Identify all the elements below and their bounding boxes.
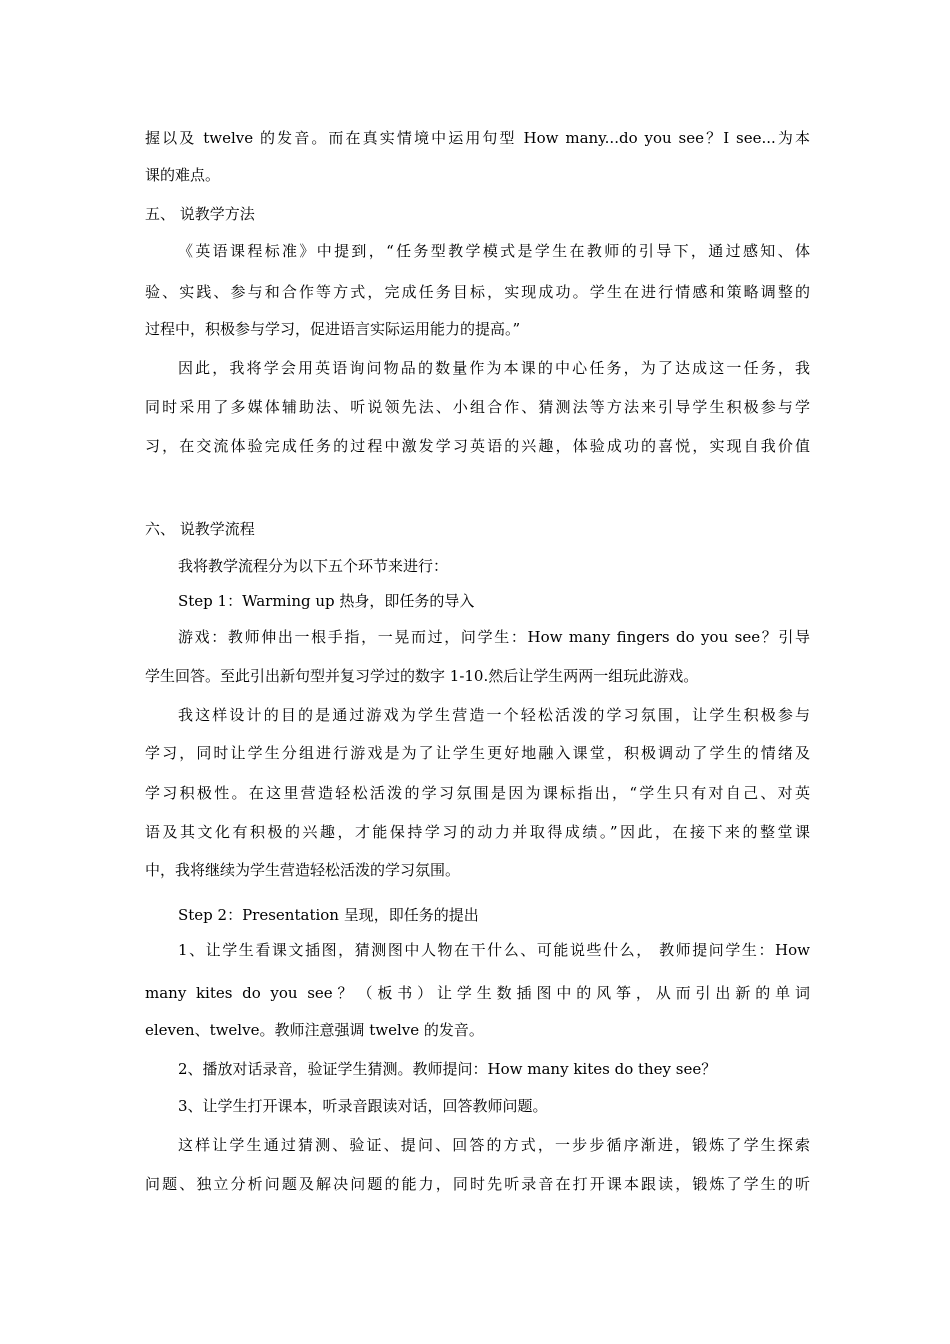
text-line: Step 2：Presentation 呈现，即任务的提出	[178, 906, 479, 924]
text-line: 1、让学生看课文插图，猜测图中人物在干什么、可能说些什么， 教师提问学生：How	[178, 941, 810, 959]
text-line: 学习积极性。在这里营造轻松活泼的学习氛围是因为课标指出，“学生只有对自己、对英	[145, 784, 810, 802]
text-line: 问题、独立分析问题及解决问题的能力，同时先听录音在打开课本跟读，锻炼了学生的听	[145, 1175, 810, 1193]
text-line: 中，我将继续为学生营造轻松活泼的学习氛围。	[145, 861, 461, 879]
text-line: 游戏：教师伸出一根手指，一晃而过，问学生：How many fingers do you see？引导	[178, 628, 810, 646]
text-line: 习，在交流体验完成任务的过程中激发学习英语的兴趣，体验成功的喜悦，实现自我价值	[145, 437, 810, 455]
text-line: 验、实践、参与和合作等方式，完成任务目标，实现成功。学生在进行情感和策略调整的	[145, 283, 810, 301]
text-line: 握以及 twelve 的发音。而在真实情境中运用句型 How many...do you see？I see...为本	[145, 129, 810, 147]
text-line: 2、播放对话录音，验证学生猜测。教师提问：How many kites do they see？	[178, 1060, 717, 1078]
text-line: 因此，我将学会用英语询问物品的数量作为本课的中心任务，为了达成这一任务，我	[178, 359, 810, 377]
text-line: 我将教学流程分为以下五个环节来进行：	[178, 557, 449, 575]
text-line: 我这样设计的目的是通过游戏为学生营造一个轻松活泼的学习氛围，让学生积极参与	[178, 706, 810, 724]
section-heading: 六、 说教学流程	[145, 520, 255, 538]
text-line: Step 1：Warming up 热身，即任务的导入	[178, 592, 475, 610]
text-line: 语及其文化有积极的兴趣，才能保持学习的动力并取得成绩。”因此，在接下来的整堂课	[145, 823, 810, 841]
text-line: eleven、twelve。教师注意强调 twelve 的发音。	[145, 1021, 484, 1039]
section-heading: 五、 说教学方法	[145, 205, 255, 223]
text-line: 学习，同时让学生分组进行游戏是为了让学生更好地融入课堂，积极调动了学生的情绪及	[145, 744, 810, 762]
text-line: 《英语课程标准》中提到，“任务型教学模式是学生在教师的引导下，通过感知、体	[178, 242, 810, 260]
text-line: 学生回答。至此引出新句型并复习学过的数字 1-10.然后让学生两两一组玩此游戏。	[145, 667, 699, 685]
text-line: many kites do you see？（板书）让学生数插图中的风筝，从而引出新的单词	[145, 984, 810, 1002]
text-line: 课的难点。	[145, 166, 221, 184]
text-line: 同时采用了多媒体辅助法、听说领先法、小组合作、猜测法等方法来引导学生积极参与学	[145, 398, 810, 416]
text-line: 3、让学生打开课本，听录音跟读对话，回答教师问题。	[178, 1097, 548, 1115]
text-line: 这样让学生通过猜测、验证、提问、回答的方式，一步步循序渐进，锻炼了学生探索	[178, 1136, 810, 1154]
text-line: 过程中，积极参与学习，促进语言实际运用能力的提高。”	[145, 320, 521, 338]
